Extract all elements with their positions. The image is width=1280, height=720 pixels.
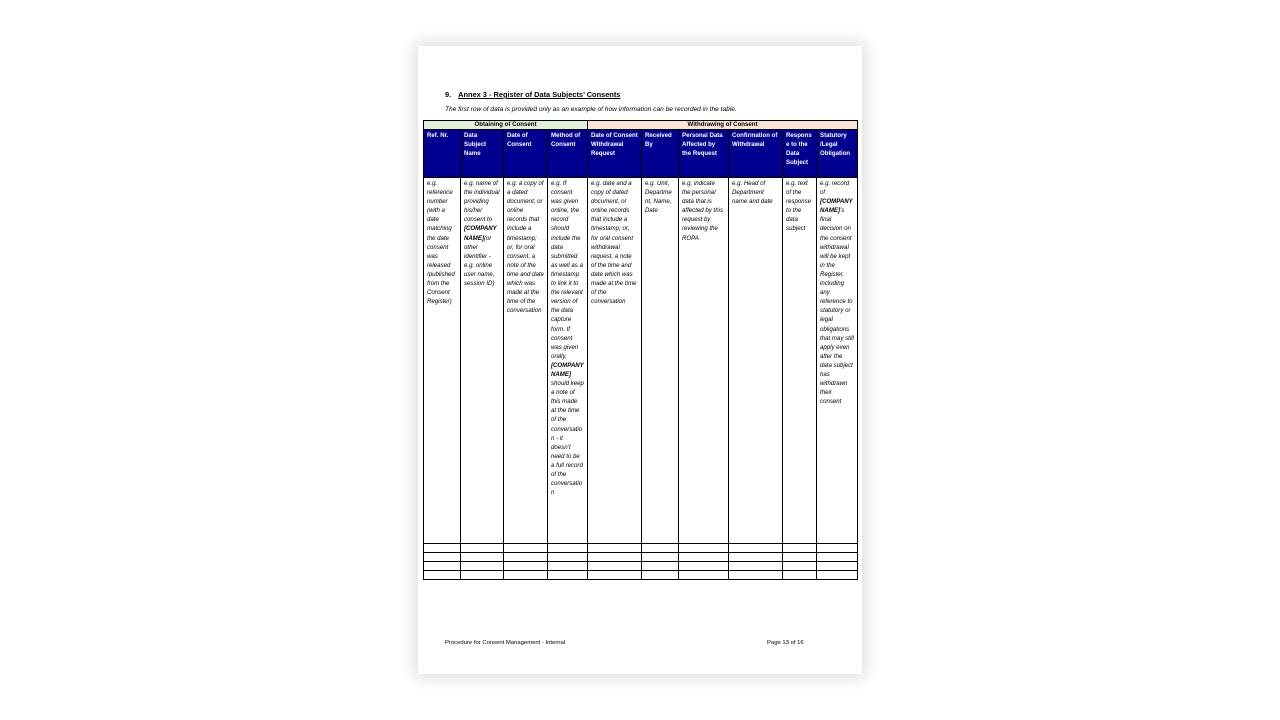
example-cell: e.g. Head of Department name and date: [729, 178, 783, 544]
example-cell: e.g. date and a copy of dated document, or online records that include a timestamp; or, for oral consent withdrawal request, a note of the time and date which was made at the time of the conversation: [588, 178, 642, 544]
table-note: The first row of data is provided only as an example of how information can be recorded in the table.: [445, 106, 737, 113]
empty-cell[interactable]: [783, 562, 817, 571]
example-cell: e.g. text of the response to the data subject: [783, 178, 817, 544]
document-page: [418, 46, 862, 674]
empty-cell[interactable]: [642, 553, 679, 562]
empty-cell[interactable]: [504, 553, 548, 562]
empty-cell[interactable]: [548, 544, 588, 553]
consent-register-table: [423, 120, 858, 580]
empty-cell[interactable]: [504, 562, 548, 571]
empty-cell[interactable]: [548, 553, 588, 562]
empty-cell[interactable]: [461, 571, 504, 580]
empty-cell[interactable]: [588, 553, 642, 562]
empty-cell[interactable]: [817, 553, 858, 562]
example-cell: e.g. reference number (with a date matching the date consent was released /published from the Consent Register): [424, 178, 461, 544]
empty-cell[interactable]: [642, 562, 679, 571]
column-header: Response to the Data Subject: [783, 130, 817, 178]
empty-cell[interactable]: [729, 544, 783, 553]
example-row: [424, 178, 858, 544]
empty-row: [424, 553, 858, 562]
empty-cell[interactable]: [461, 562, 504, 571]
empty-cell[interactable]: [679, 562, 729, 571]
empty-cell[interactable]: [424, 553, 461, 562]
section-heading: [445, 90, 620, 99]
empty-cell[interactable]: [679, 544, 729, 553]
empty-cell[interactable]: [588, 544, 642, 553]
column-header: Date of Consent: [504, 130, 548, 178]
empty-cell[interactable]: [504, 544, 548, 553]
column-header: Personal Data Affected by the Request: [679, 130, 729, 178]
empty-cell[interactable]: [783, 571, 817, 580]
empty-cell[interactable]: [679, 553, 729, 562]
column-header: Ref. Nr.: [424, 130, 461, 178]
section-number: 9.: [445, 90, 452, 99]
empty-cell[interactable]: [504, 571, 548, 580]
column-header: Confirmation of Withdrawal: [729, 130, 783, 178]
empty-cell[interactable]: [588, 562, 642, 571]
empty-cell[interactable]: [424, 562, 461, 571]
empty-cell[interactable]: [817, 562, 858, 571]
empty-cell[interactable]: [642, 544, 679, 553]
empty-cell[interactable]: [461, 544, 504, 553]
section-title: Annex 3 - Register of Data Subjects’ Consents: [458, 90, 621, 99]
empty-cell[interactable]: [588, 571, 642, 580]
column-header: Data Subject Name: [461, 130, 504, 178]
example-cell: e.g. If consent was given online, the record should include the data submitted as well as a timestamp to link it to the relevant version of the data capture form. If consent was given orally, [COMPANY NAME] should keep a note of this made at the time of the conversation - it doesn’t need to be a full record of the conversation: [548, 178, 588, 544]
empty-cell[interactable]: [817, 571, 858, 580]
empty-cell[interactable]: [729, 571, 783, 580]
empty-cell[interactable]: [642, 571, 679, 580]
footer-document-title: Procedure for Consent Management - Internal: [445, 640, 566, 646]
example-cell: e.g. a copy of a dated document, or online records that include a timestamp; or, for oral consent, a note of the time and date which was made at the time of the conversation: [504, 178, 548, 544]
example-cell: e.g. name of the individual providing his/her consent to [COMPANY NAME](or other identifier - e.g. online user name, session ID): [461, 178, 504, 544]
example-cell: e.g. record of [COMPANY NAME]’s final decision on the consent withdrawal will be kept in the Register, including any reference to statutory or legal obligations that may still apply even after the data subject has withdrawn their consent: [817, 178, 858, 544]
column-header: Method of Consent: [548, 130, 588, 178]
group-header-obtaining: Obtaining of Consent: [424, 121, 588, 130]
empty-row: [424, 571, 858, 580]
example-cell: e.g. indicate the personal data that is affected by this request by reviewing the ROPA: [679, 178, 729, 544]
empty-cell[interactable]: [783, 544, 817, 553]
empty-cell[interactable]: [548, 562, 588, 571]
column-header: Date of Consent Withdrawal Request: [588, 130, 642, 178]
empty-cell[interactable]: [424, 544, 461, 553]
empty-cell[interactable]: [729, 553, 783, 562]
empty-cell[interactable]: [817, 544, 858, 553]
footer-page-number: Page 13 of 16: [767, 640, 804, 646]
empty-row: [424, 562, 858, 571]
column-header: Statutory /Legal Obligation: [817, 130, 858, 178]
empty-row: [424, 544, 858, 553]
column-header: Received By: [642, 130, 679, 178]
example-cell: e.g. Unit, Department, Name, Date: [642, 178, 679, 544]
empty-cell[interactable]: [679, 571, 729, 580]
empty-cell[interactable]: [424, 571, 461, 580]
empty-cell[interactable]: [461, 553, 504, 562]
group-header-withdrawing: Withdrawing of Consent: [588, 121, 858, 130]
empty-cell[interactable]: [783, 553, 817, 562]
empty-cell[interactable]: [548, 571, 588, 580]
empty-cell[interactable]: [729, 562, 783, 571]
